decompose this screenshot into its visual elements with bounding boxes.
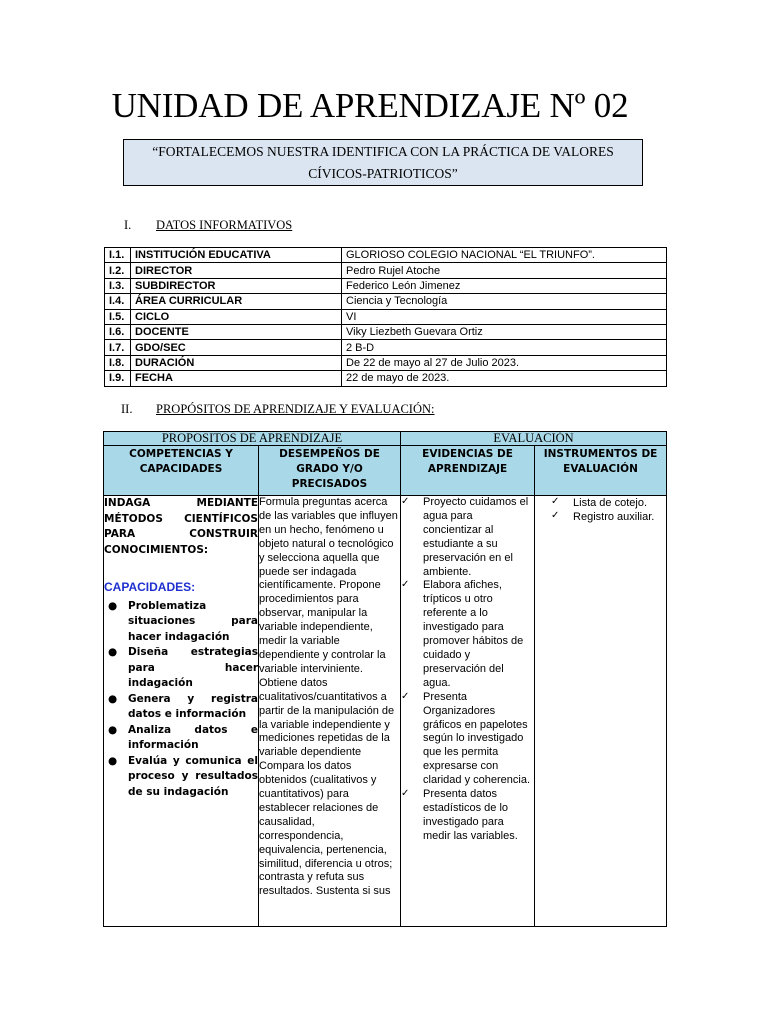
- info-value: Federico León Jimenez: [342, 278, 667, 293]
- info-row: [105, 263, 667, 278]
- section-1-title: DATOS INFORMATIVOS: [156, 218, 293, 232]
- evidencia-item: [401, 691, 534, 788]
- section-2-title: PROPÓSITOS DE APRENDIZAJE Y EVALUACIÓN:: [156, 402, 435, 416]
- info-code: I.1.: [105, 248, 131, 263]
- evidencia-text: Presenta Organizadores gráficos en papelotes según lo investigado que les permita expresarse con claridad y coherencia.: [423, 690, 531, 787]
- bullet-icon: ●: [108, 723, 118, 736]
- capacidad-text: Analiza datos e información: [128, 723, 258, 751]
- info-row: [105, 294, 667, 309]
- evidencia-item: [401, 496, 534, 579]
- check-icon: ✓: [401, 690, 410, 702]
- bullet-icon: ●: [108, 646, 118, 658]
- info-code: I.9.: [105, 371, 131, 386]
- evidencias-cell: [401, 496, 535, 927]
- info-table: [104, 247, 667, 387]
- instrumentos-cell: [535, 496, 667, 927]
- info-row: [105, 340, 667, 355]
- purposes-body-row: [104, 496, 667, 927]
- desempenos-cell: [259, 496, 401, 927]
- info-value: 22 de mayo de 2023.: [342, 371, 667, 386]
- info-code: I.4.: [105, 294, 131, 309]
- instrumento-text: Lista de cotejo.: [573, 497, 648, 509]
- info-row: [105, 355, 667, 370]
- info-label: DURACIÓN: [131, 355, 342, 370]
- capacidades-title: CAPACIDADES:: [104, 580, 196, 594]
- info-label: CICLO: [131, 309, 342, 324]
- purposes-header-row: [104, 446, 667, 496]
- capacidad-item: [108, 599, 258, 646]
- info-label: DOCENTE: [131, 324, 342, 339]
- purposes-table: [103, 431, 667, 927]
- info-row: [105, 309, 667, 324]
- capacidad-item: [108, 692, 258, 723]
- info-code: I.7.: [105, 340, 131, 355]
- info-value: GLORIOSO COLEGIO NACIONAL “EL TRIUNFO”.: [342, 248, 667, 263]
- info-value: Ciencia y Tecnología: [342, 294, 667, 309]
- section-1-number: I.: [124, 218, 132, 232]
- capacidades-list: [104, 599, 258, 801]
- evidencia-item: [401, 579, 534, 690]
- info-code: I.5.: [105, 309, 131, 324]
- info-value: Pedro Rujel Atoche: [342, 263, 667, 278]
- check-icon: ✓: [401, 788, 410, 800]
- evidencia-text: Presenta datos estadísticos de lo investigado para medir las variables.: [423, 788, 518, 842]
- info-label: GDO/SEC: [131, 340, 342, 355]
- info-code: I.3.: [105, 278, 131, 293]
- info-label: ÁREA CURRICULAR: [131, 294, 342, 309]
- info-label: SUBDIRECTOR: [131, 278, 342, 293]
- info-code: I.2.: [105, 263, 131, 278]
- evidencia-text: Elabora afiches, trípticos u otro referente a lo investigado para promover hábitos de cuidado y preservación del agua.: [423, 579, 524, 689]
- header-evidencias: EVIDENCIAS DE APRENDIZAJE: [401, 446, 535, 496]
- info-row: [105, 278, 667, 293]
- header-competencias: COMPETENCIAS Y CAPACIDADES: [104, 446, 259, 496]
- page-title: UNIDAD DE APRENDIZAJE Nº 02: [111, 86, 629, 125]
- competencia-line: INDAGA MEDIANTE: [104, 497, 258, 509]
- header-desempenos: DESEMPEÑOS DE GRADO Y/O PRECISADOS: [259, 446, 401, 496]
- info-value: 2 B-D: [342, 340, 667, 355]
- capacidad-text: Genera y registra datos e información: [128, 692, 258, 720]
- capacidad-item: [108, 754, 258, 801]
- info-code: I.6.: [105, 324, 131, 339]
- evidencia-text: Proyecto cuidamos el agua para concientizar al estudiante a su preservación en el ambiente.: [423, 496, 529, 578]
- info-row: [105, 248, 667, 263]
- capacidad-text: Diseña estrategias para hacer indagación: [128, 646, 258, 689]
- info-label: INSTITUCIÓN EDUCATIVA: [131, 248, 342, 263]
- capacidad-item: [108, 645, 258, 692]
- purposes-band-row: [104, 432, 667, 446]
- info-label: FECHA: [131, 371, 342, 386]
- subtitle-line-1: “FORTALECEMOS NUESTRA IDENTIFICA CON LA PRÁCTICA DE VALORES: [152, 144, 614, 159]
- info-code: I.8.: [105, 355, 131, 370]
- info-value: Viky Liezbeth Guevara Ortiz: [342, 324, 667, 339]
- check-icon: ✓: [551, 510, 560, 521]
- evidencia-item: [401, 788, 534, 844]
- info-value: De 22 de mayo al 27 de Julio 2023.: [342, 355, 667, 370]
- instrumento-text: Registro auxiliar.: [573, 511, 655, 523]
- competencias-cell: [104, 496, 259, 927]
- instrumento-item: [535, 496, 666, 510]
- check-icon: ✓: [551, 496, 560, 507]
- competencia-line: CONOCIMIENTOS:: [104, 543, 209, 556]
- check-icon: ✓: [401, 579, 410, 591]
- info-row: [105, 324, 667, 339]
- competencia-line: MÉTODOS CIENTÍFICOS: [104, 512, 258, 525]
- check-icon: ✓: [401, 496, 410, 507]
- bullet-icon: ●: [108, 692, 118, 705]
- header-instrumentos: INSTRUMENTOS DE EVALUACIÓN: [535, 446, 667, 496]
- capacidad-text: Evalúa y comunica el proceso y resultados de su indagación: [128, 754, 258, 798]
- band-proposito: PROPOSITOS DE APRENDIZAJE: [104, 432, 401, 446]
- subtitle-box: [123, 139, 643, 186]
- info-label: DIRECTOR: [131, 263, 342, 278]
- subtitle-line-2: CÍVICOS-PATRIOTICOS”: [308, 166, 458, 181]
- section-2-number: II.: [121, 402, 133, 416]
- capacidad-item: [108, 723, 258, 754]
- bullet-icon: ●: [108, 754, 118, 767]
- capacidad-text: Problematiza situaciones para hacer indagación: [128, 599, 258, 643]
- info-row: [105, 371, 667, 386]
- instrumento-item: [535, 510, 666, 524]
- band-evaluacion: EVALUACIÓN: [401, 432, 667, 446]
- desempenos-text: Formula preguntas acerca de las variables que influyen en un hecho, fenómeno u objeto natural o tecnológico y selecciona aquella que puede ser indagada científicamente. Propone procedimientos para observar, manipular la variable independiente, medir la variable dependiente y controlar la variable interviniente. Obtiene datos cualitativos/cuantitativos a partir de la manipulación de la variable independiente y mediciones repetidas de la variable dependiente Compara los datos obtenidos (cualitativos y cuantitativos) para establecer relaciones de causalidad, correspondencia, equivalencia, pertenencia, similitud, diferencia u otros; contrasta y refuta sus resultados. Sustenta si sus: [259, 496, 398, 898]
- info-value: VI: [342, 309, 667, 324]
- bullet-icon: ●: [108, 599, 118, 612]
- competencia-line: PARA CONSTRUIR: [104, 528, 258, 540]
